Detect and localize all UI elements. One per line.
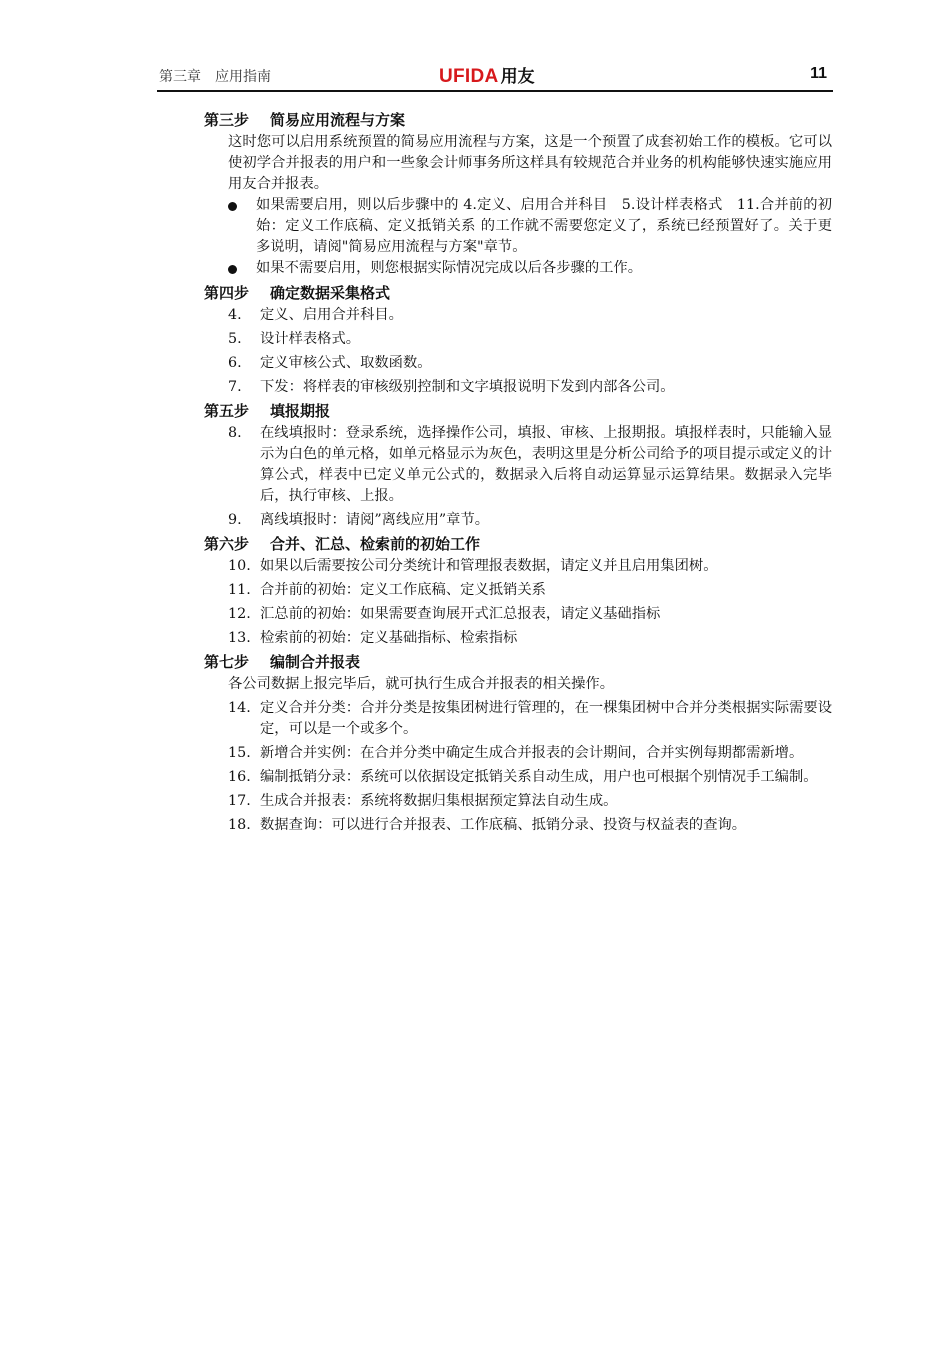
bullet-dot-icon (228, 202, 237, 211)
list-item: 12. 汇总前的初始：如果需要查询展开式汇总报表，请定义基础指标 (228, 606, 661, 622)
step-section (204, 110, 832, 279)
list-item: 6. 定义审核公式、取数函数。 (228, 355, 432, 371)
ufida-logo (439, 62, 535, 88)
numbered-list (204, 698, 832, 836)
step-section (204, 652, 832, 836)
list-item: 15. 新增合并实例：在合并分类中确定生成合并报表的会计期间，合并实例每期都需新增。 (228, 745, 804, 761)
step-heading: 第四步 确定数据采集格式 (204, 284, 391, 302)
step-section (204, 401, 832, 531)
list-item: 17. 生成合并报表：系统将数据归集根据预定算法自动生成。 (228, 793, 618, 809)
page-number: 11 (810, 65, 827, 82)
list-item: 5. 设计样表格式。 (228, 331, 361, 347)
step-section (204, 534, 832, 649)
step-heading: 第六步 合并、汇总、检索前的初始工作 (204, 535, 481, 553)
list-item: 10. 如果以后需要按公司分类统计和管理报表数据，请定义并且启用集团树。 (228, 558, 718, 574)
numbered-list (204, 423, 832, 531)
list-item: 14. 定义合并分类：合并分类是按集团树进行管理的，在一棵集团树中合并分类根据实际需要设定，可以是一个或多个。 (228, 700, 832, 737)
step-heading: 第七步 编制合并报表 (204, 653, 361, 671)
step-heading: 第五步 填报期报 (204, 402, 331, 420)
logo-brand: UFIDA (439, 66, 499, 87)
list-item: 18. 数据查询：可以进行合并报表、工作底稿、抵销分录、投资与权益表的查询。 (228, 817, 747, 833)
bullet-dot-icon (228, 265, 237, 274)
step-section (204, 283, 832, 398)
bullet-list (204, 195, 832, 279)
numbered-list (204, 556, 832, 649)
step-heading: 第三步 简易应用流程与方案 (204, 111, 406, 129)
numbered-list (204, 305, 832, 398)
list-item: 13. 检索前的初始：定义基础指标、检索指标 (228, 630, 518, 646)
document-body (204, 110, 832, 839)
list-item: 8. 在线填报时：登录系统，选择操作公司，填报、审核、上报期报。填报样表时，只能输入显示为白色的单元格，如单元格显示为灰色，表明这里是分析公司给予的项目提示或定义的计算公式，样表中已定义单元公式的，数据录入后将自动运算显示运算结果。数据录入完毕后，执行审核、上报。 (228, 425, 832, 504)
list-item: 16. 编制抵销分录：系统可以依据设定抵销关系自动生成，用户也可根据个别情况手工编制。 (228, 769, 818, 785)
step-intro: 各公司数据上报完毕后，就可执行生成合并报表的相关操作。 (228, 676, 615, 692)
list-item: 7. 下发：将样表的审核级别控制和文字填报说明下发到内部各公司。 (228, 379, 675, 395)
bullet-item: 如果需要启用，则以后步骤中的 4.定义、启用合并科目 5.设计样表格式 11.合并前的初始：定义工作底稿、定义抵销关系 的工作就不需要您定义了，系统已经预置好了。关于更多说明，请阅"简易应用流程与方案"章节。 (204, 195, 832, 258)
logo-cn: 用友 (500, 67, 535, 86)
list-item: 4. 定义、启用合并科目。 (228, 307, 403, 323)
page-header (157, 62, 833, 92)
bullet-item: 如果不需要启用，则您根据实际情况完成以后各步骤的工作。 (204, 258, 832, 279)
list-item: 9. 离线填报时：请阅”离线应用”章节。 (228, 512, 490, 528)
step-intro: 这时您可以启用系统预置的简易应用流程与方案，这是一个预置了成套初始工作的模板。它可以使初学合并报表的用户和一些象会计师事务所这样具有较规范合并业务的机构能够快速实施应用用友合并报表。 (228, 134, 832, 192)
list-item: 11. 合并前的初始：定义工作底稿、定义抵销关系 (228, 582, 546, 598)
chapter-title: 第三章 应用指南 (159, 69, 271, 85)
